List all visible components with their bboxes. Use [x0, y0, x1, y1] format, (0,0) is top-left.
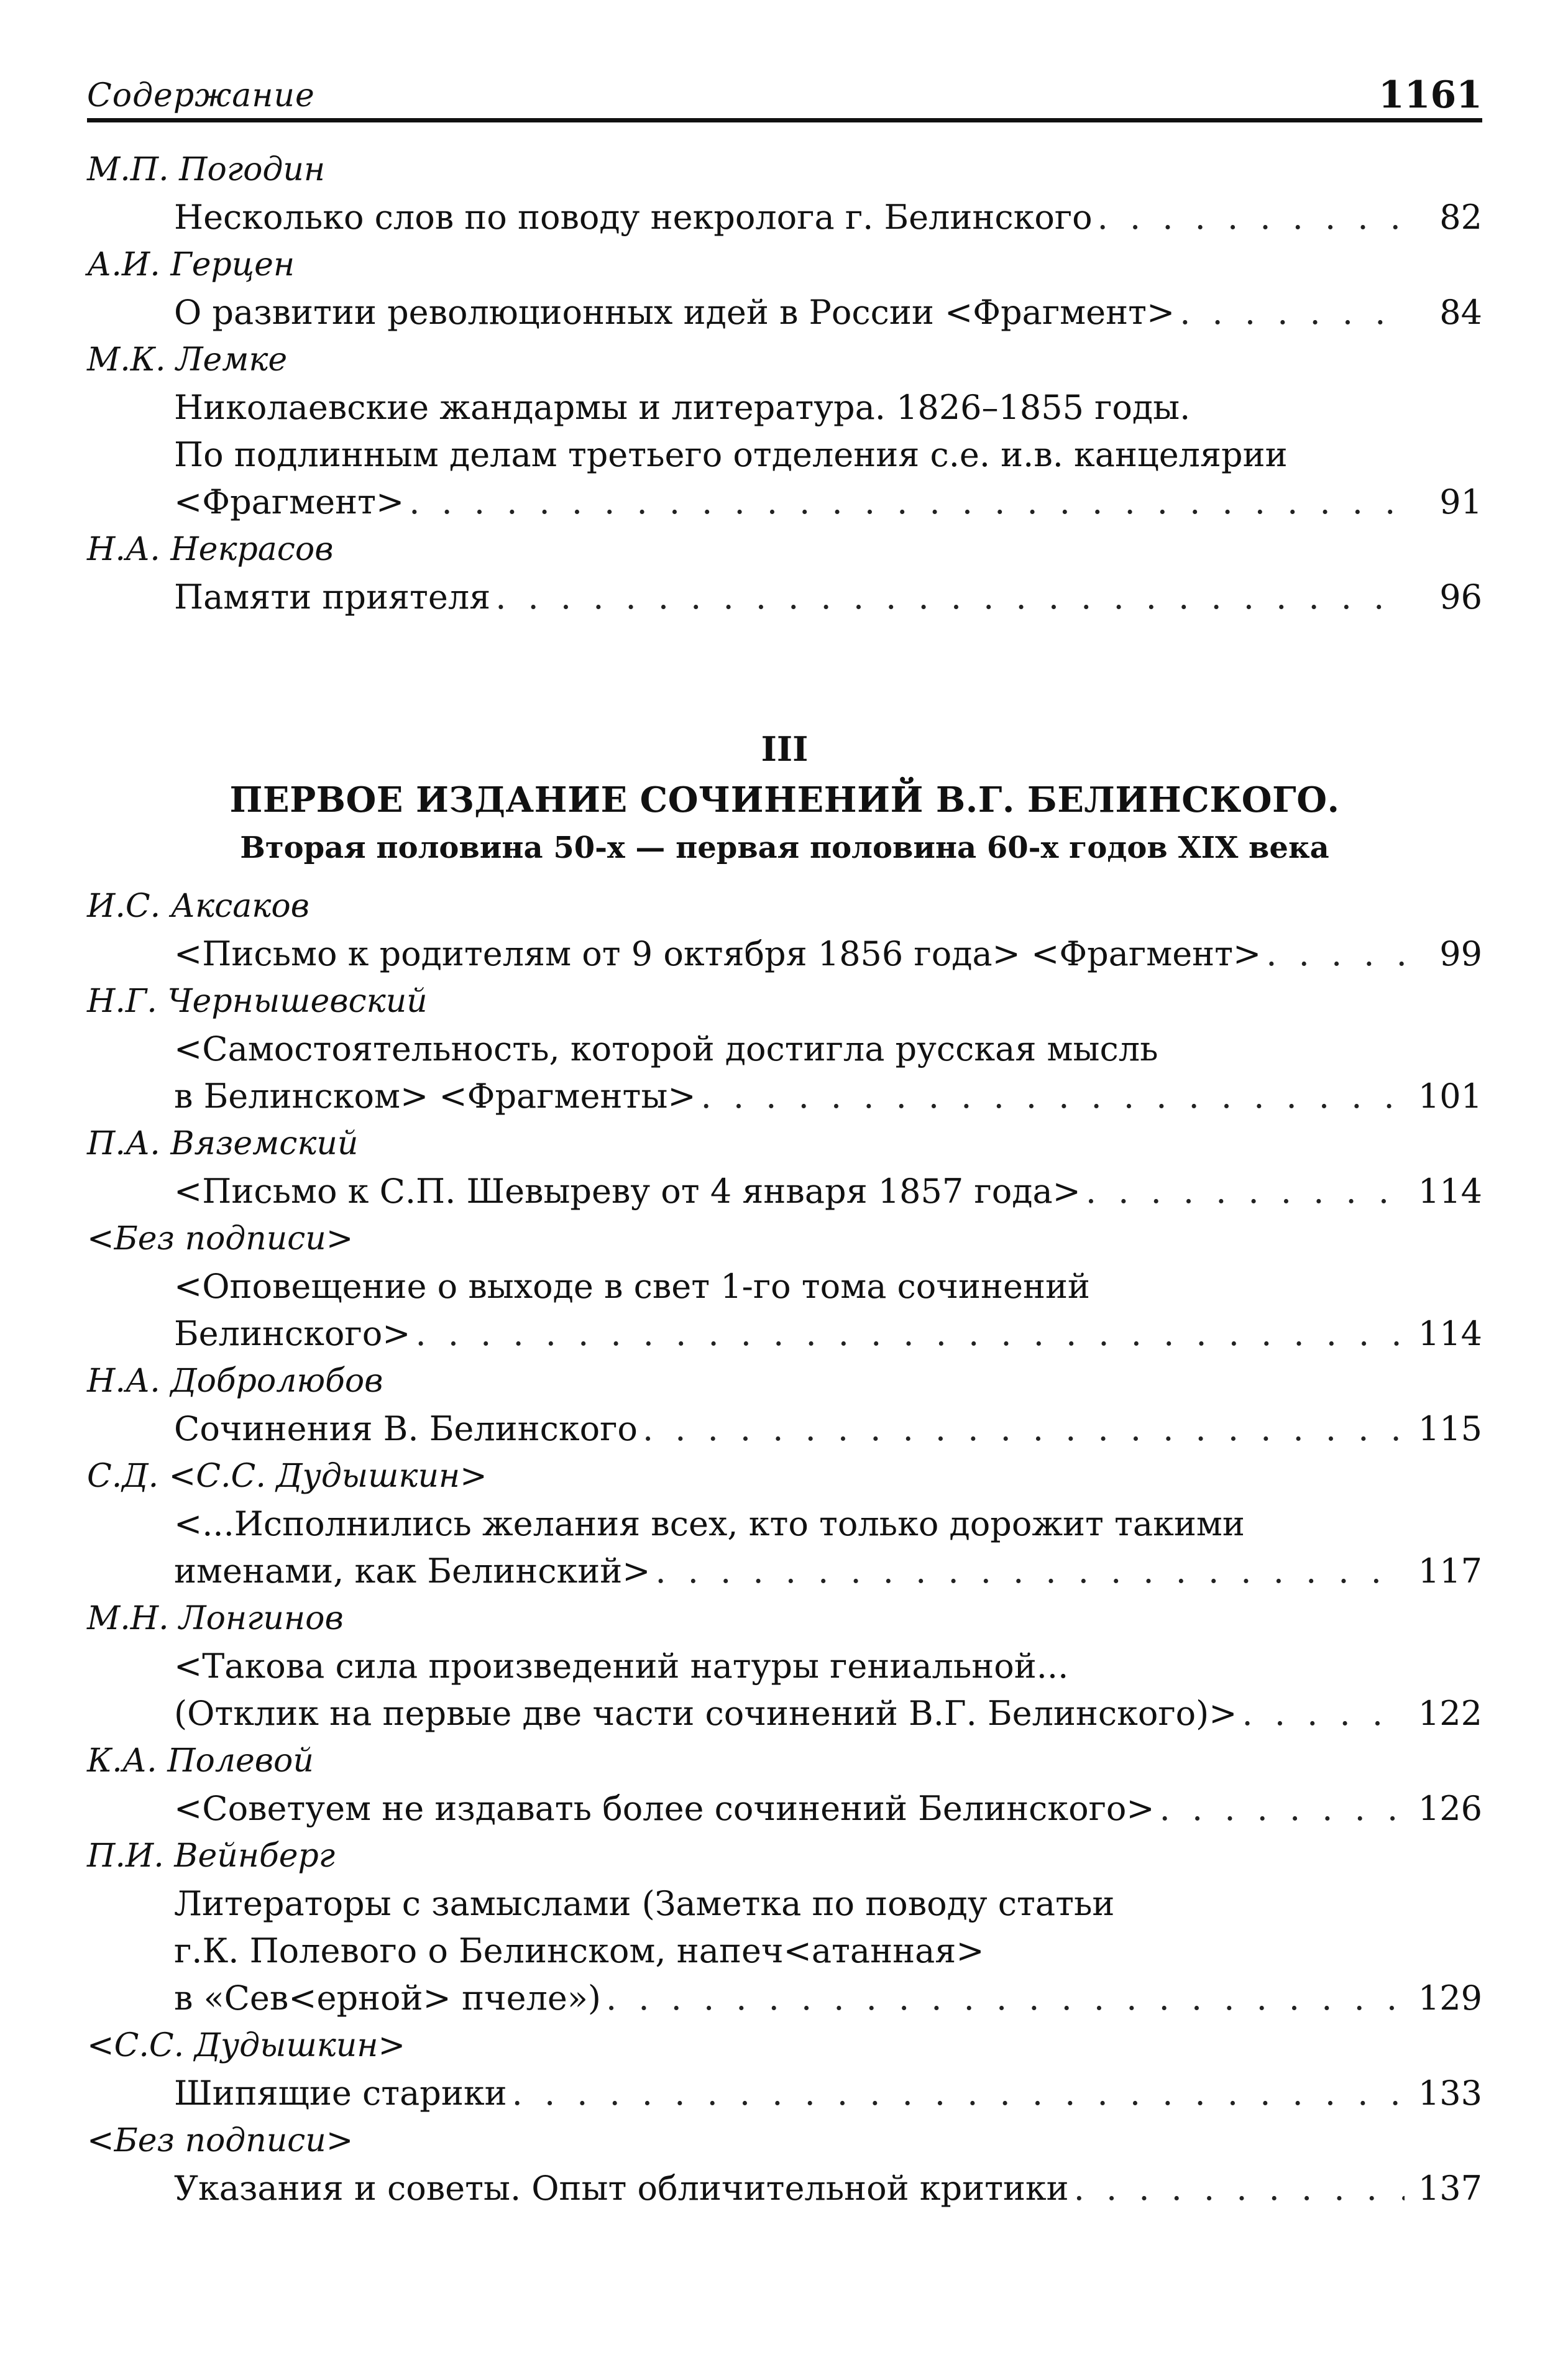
- page-number: 1161: [1378, 73, 1482, 117]
- toc-entry: [87, 1453, 1482, 1595]
- entry-title: Указания и советы. Опыт обличительной критики: [174, 2169, 1069, 2208]
- toc-entry: [87, 1595, 1482, 1737]
- dot-leader: [512, 2070, 1405, 2117]
- entry-title: Несколько слов по поводу некролога г. Белинского: [174, 198, 1093, 237]
- dot-leader: [1098, 194, 1405, 241]
- entry-page: 82: [1439, 198, 1482, 237]
- toc-entry: [87, 146, 1482, 241]
- entry-author: П.И. Вейнберг: [87, 1837, 336, 1875]
- entry-title: в Белинском> <Фрагменты>: [174, 1077, 696, 1116]
- toc-entry: [87, 526, 1482, 621]
- toc-entry: [87, 1737, 1482, 1832]
- entry-title: Памяти приятеля: [174, 577, 491, 617]
- entry-title: <Письмо к родителям от 9 октября 1856 года> <Фрагмент>: [174, 934, 1262, 973]
- entry-title-line: Литераторы с замыслами (Заметка по поводу статьи: [174, 1884, 1115, 1923]
- entry-page: 115: [1418, 1409, 1482, 1448]
- entry-author: И.С. Аксаков: [87, 888, 309, 925]
- entry-author: Н.Г. Чернышевский: [87, 983, 428, 1020]
- entry-author: Н.А. Добролюбов: [87, 1363, 383, 1400]
- entry-page: 133: [1418, 2074, 1482, 2113]
- entry-title-line: <...Исполнились желания всех, кто только дорожит такими: [174, 1504, 1245, 1543]
- entry-title-line: <Оповещение о выходе в свет 1-го тома сочинений: [174, 1267, 1090, 1306]
- dot-leader: [1074, 2165, 1405, 2212]
- entry-page: 96: [1439, 577, 1482, 617]
- toc-entry: [87, 2117, 1482, 2212]
- entry-page: 114: [1418, 1172, 1482, 1211]
- toc-entry: [87, 1358, 1482, 1453]
- toc-entry: [87, 2022, 1482, 2117]
- entry-page: 122: [1418, 1694, 1482, 1733]
- toc-entry: [87, 883, 1482, 978]
- toc-entry: [87, 241, 1482, 336]
- entry-title: Белинского>: [174, 1314, 411, 1353]
- entry-author: П.А. Вяземский: [87, 1125, 359, 1162]
- entry-title: О развитии революционных идей в России <Фрагмент>: [174, 293, 1175, 332]
- entry-page: 101: [1418, 1077, 1482, 1116]
- entry-author: <С.С. Дудышкин>: [87, 2027, 406, 2064]
- dot-leader: [495, 574, 1405, 621]
- section-title: ПЕРВОЕ ИЗДАНИЕ СОЧИНЕНИЙ В.Г. БЕЛИНСКОГО.: [229, 779, 1340, 820]
- entry-title: <Письмо к С.П. Шевыреву от 4 января 1857 года>: [174, 1172, 1081, 1211]
- entry-title-line: г.К. Полевого о Белинском, напеч<атанная>: [174, 1931, 984, 1970]
- section-subtitle: Вторая половина 50-х — первая половина 60-х годов XIX века: [240, 830, 1329, 865]
- dot-leader: [1266, 931, 1405, 978]
- entry-author: С.Д. <С.С. Дудышкин>: [87, 1458, 487, 1495]
- entry-title-line: Николаевские жандармы и литература. 1826–1855 годы.: [174, 388, 1191, 427]
- entry-title: именами, как Белинский>: [174, 1551, 651, 1591]
- dot-leader: [1180, 289, 1405, 336]
- toc-entry: [87, 336, 1482, 526]
- entry-title: Шипящие старики: [174, 2074, 507, 2113]
- entry-title: Сочинения В. Белинского: [174, 1409, 638, 1448]
- entry-title: (Отклик на первые две части сочинений В.Г. Белинского)>: [174, 1694, 1237, 1733]
- entry-title: <Советуем не издавать более сочинений Белинского>: [174, 1789, 1155, 1828]
- entry-title-line: <Такова сила произведений натуры гениальной...: [174, 1647, 1069, 1686]
- toc-page: [87, 68, 1482, 2212]
- entry-author: К.А. Полевой: [87, 1742, 314, 1780]
- entry-title-line: По подлинным делам третьего отделения с.е. и.в. канцелярии: [174, 435, 1288, 474]
- entry-title-line: <Самостоятельность, которой достигла русская мысль: [174, 1029, 1158, 1068]
- dot-leader: [655, 1548, 1405, 1595]
- dot-leader: [643, 1405, 1405, 1453]
- entry-page: 137: [1418, 2169, 1482, 2208]
- toc-list-after: [87, 883, 1482, 2212]
- entry-author: <Без подписи>: [87, 2122, 354, 2159]
- entry-author: <Без подписи>: [87, 1220, 354, 1257]
- toc-entry: [87, 1215, 1482, 1358]
- running-title: Содержание: [87, 77, 315, 114]
- entry-title: <Фрагмент>: [174, 482, 405, 522]
- entry-author: А.И. Герцен: [87, 246, 295, 283]
- entry-page: 114: [1418, 1314, 1482, 1353]
- dot-leader: [409, 479, 1405, 526]
- dot-leader: [606, 1975, 1405, 2022]
- dot-leader: [1086, 1168, 1405, 1215]
- entry-page: 117: [1418, 1551, 1482, 1591]
- toc-entry: [87, 978, 1482, 1120]
- entry-page: 129: [1418, 1978, 1482, 2018]
- toc-entry: [87, 1120, 1482, 1215]
- dot-leader: [1242, 1690, 1405, 1737]
- toc-list-before: [87, 146, 1482, 621]
- section-number: III: [761, 729, 809, 769]
- entry-author: М.К. Лемке: [87, 341, 288, 379]
- entry-page: 99: [1439, 934, 1482, 973]
- entry-author: Н.А. Некрасов: [87, 531, 334, 568]
- running-head: [87, 68, 1482, 122]
- entry-page: 126: [1418, 1789, 1482, 1828]
- entry-page: 91: [1439, 482, 1482, 522]
- dot-leader: [415, 1310, 1405, 1358]
- dot-leader: [1160, 1785, 1405, 1832]
- entry-author: М.П. Погодин: [87, 151, 326, 188]
- section-heading: [87, 724, 1482, 870]
- entry-title: в «Сев<ерной> пчеле»): [174, 1978, 601, 2018]
- entry-page: 84: [1439, 293, 1482, 332]
- dot-leader: [701, 1073, 1405, 1120]
- entry-author: М.Н. Лонгинов: [87, 1600, 344, 1637]
- toc-entry: [87, 1832, 1482, 2022]
